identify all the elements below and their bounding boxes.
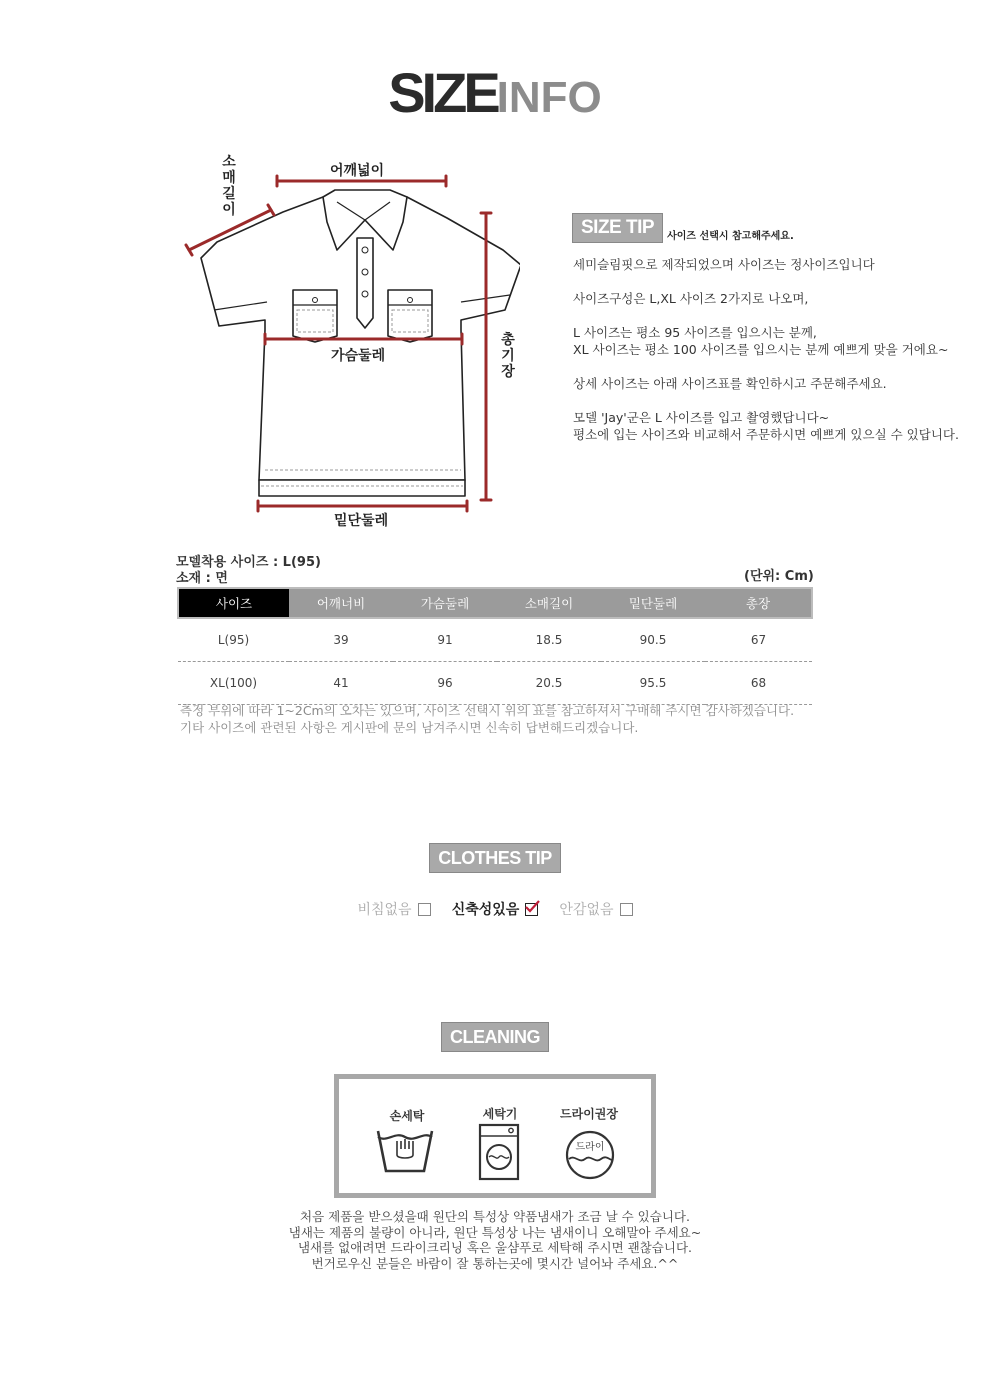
table-cell: L(95) bbox=[178, 618, 289, 662]
size-tip-badge: SIZE TIP bbox=[572, 213, 663, 243]
clothes-tip-header bbox=[0, 848, 990, 869]
size-tip-line: 사이즈구성은 L,XL 사이즈 2가지로 나오며, bbox=[573, 291, 809, 306]
total-label-char: 장 bbox=[501, 364, 515, 380]
table-header: 사이즈 bbox=[178, 588, 289, 618]
dry-clean-label: 드라이권장 bbox=[560, 1107, 618, 1121]
table-cell: 67 bbox=[705, 618, 812, 662]
table-cell: 91 bbox=[393, 618, 497, 662]
sleeve-label-char: 길 bbox=[222, 186, 236, 202]
hand-wash-label: 손세탁 bbox=[389, 1109, 425, 1123]
table-cell: 18.5 bbox=[497, 618, 601, 662]
sleeve-label-char: 소 bbox=[222, 154, 236, 170]
option-stretch bbox=[452, 899, 539, 919]
table-row bbox=[178, 618, 812, 662]
clothes-tip-options bbox=[0, 899, 990, 919]
total-label-char: 기 bbox=[501, 348, 515, 364]
table-cell: 96 bbox=[393, 662, 497, 705]
cleaning-note: 냄새를 없애려면 드라이크리닝 혹은 울샴푸로 세탁해 주시면 괜찮습니다. bbox=[297, 1240, 693, 1255]
checkbox-icon bbox=[418, 903, 431, 916]
table-cell: 68 bbox=[705, 662, 812, 705]
model-size: 모델착용 사이즈 : L(95) bbox=[176, 555, 321, 570]
total-label-char: 총 bbox=[501, 332, 515, 348]
table-cell: 90.5 bbox=[601, 618, 705, 662]
option-label: 안감없음 bbox=[559, 902, 614, 918]
table-header: 가슴둘레 bbox=[393, 588, 497, 618]
washing-machine-icon bbox=[476, 1123, 522, 1181]
table-note: 기타 사이즈에 관련된 사항은 게시판에 문의 남겨주시면 신속히 답변해드리겠습니다. bbox=[180, 720, 639, 735]
size-tip-line: 평소에 입는 사이즈와 비교해서 주문하시면 예쁘게 있으실 수 있답니다. bbox=[573, 427, 959, 442]
table-cell: 20.5 bbox=[497, 662, 601, 705]
table-row bbox=[178, 662, 812, 705]
cleaning-badge: CLEANING bbox=[441, 1022, 549, 1052]
size-tip-note: 사이즈 선택시 참고해주세요. bbox=[667, 231, 794, 242]
shoulder-label: 어깨넓이 bbox=[330, 163, 385, 179]
table-header: 소매길이 bbox=[497, 588, 601, 618]
washing-machine-label: 세탁기 bbox=[482, 1107, 518, 1121]
check-mark-icon bbox=[524, 899, 540, 915]
clothes-tip-badge: CLOTHES TIP bbox=[429, 843, 561, 873]
table-cell: 95.5 bbox=[601, 662, 705, 705]
option-no-lining bbox=[559, 899, 632, 919]
option-no-sheer bbox=[357, 899, 430, 919]
size-tip-header bbox=[572, 213, 794, 243]
size-tip-line: 상세 사이즈는 아래 사이즈표를 확인하시고 주문해주세요. bbox=[573, 376, 887, 391]
table-cell: 39 bbox=[289, 618, 393, 662]
table-note: 측정 부위에 따라 1~2Cm의 오차는 있으며, 사이즈 선택시 위의 표를 참고하셔서 구매해 주시면 감사하겠습니다. bbox=[180, 703, 795, 718]
cleaning-note: 번거로우신 분들은 바람이 잘 통하는곳에 몇시간 널어놔 주세요.^^ bbox=[311, 1256, 679, 1271]
size-tip-line: 모델 'Jay'군은 L 사이즈를 입고 촬영했답니다~ bbox=[573, 410, 830, 425]
table-header: 밑단둘레 bbox=[601, 588, 705, 618]
title-size: SIZE bbox=[388, 61, 497, 124]
table-cell: XL(100) bbox=[178, 662, 289, 705]
size-tip-line: 세미슬림핏으로 제작되었으며 사이즈는 정사이즈입니다 bbox=[573, 257, 875, 272]
unit-label: (단위: Cm) bbox=[744, 569, 814, 584]
table-header: 총장 bbox=[705, 588, 812, 618]
cleaning-note: 냄새는 제품의 불량이 아니라, 원단 특성상 나는 냄새이니 오해말아 주세요~ bbox=[288, 1225, 702, 1240]
checked-checkbox-icon bbox=[525, 903, 538, 916]
size-tip-line: L 사이즈는 평소 95 사이즈를 입으시는 분께, bbox=[573, 325, 817, 340]
total-length-label bbox=[500, 332, 516, 380]
dry-clean-icon-text: 드라이 bbox=[575, 1142, 605, 1153]
cleaning-header bbox=[0, 1027, 990, 1048]
cleaning-note: 처음 제품을 받으셨을때 원단의 특성상 약품냄새가 조금 날 수 있습니다. bbox=[300, 1209, 690, 1224]
chest-label: 가슴둘레 bbox=[331, 348, 386, 364]
hand-wash-icon bbox=[375, 1127, 435, 1175]
material: 소재 : 면 bbox=[176, 571, 228, 586]
size-tip-line: XL 사이즈는 평소 100 사이즈를 입으시는 분께 예쁘게 맞을 거에요~ bbox=[573, 342, 949, 357]
sleeve-label-char: 이 bbox=[222, 202, 236, 218]
sleeve-label bbox=[221, 154, 237, 218]
cleaning-box bbox=[334, 1074, 656, 1198]
title-info: INFO bbox=[496, 73, 602, 122]
checkbox-icon bbox=[620, 903, 633, 916]
page-title bbox=[0, 60, 990, 125]
size-table bbox=[177, 587, 813, 705]
option-label: 신축성있음 bbox=[451, 902, 520, 918]
option-label: 비침없음 bbox=[357, 902, 412, 918]
table-header: 어깨너비 bbox=[289, 588, 393, 618]
dry-clean-icon bbox=[564, 1129, 616, 1181]
hem-label: 밑단둘레 bbox=[334, 513, 389, 529]
table-header-row bbox=[178, 588, 812, 618]
sleeve-label-char: 매 bbox=[222, 170, 236, 186]
table-cell: 41 bbox=[289, 662, 393, 705]
